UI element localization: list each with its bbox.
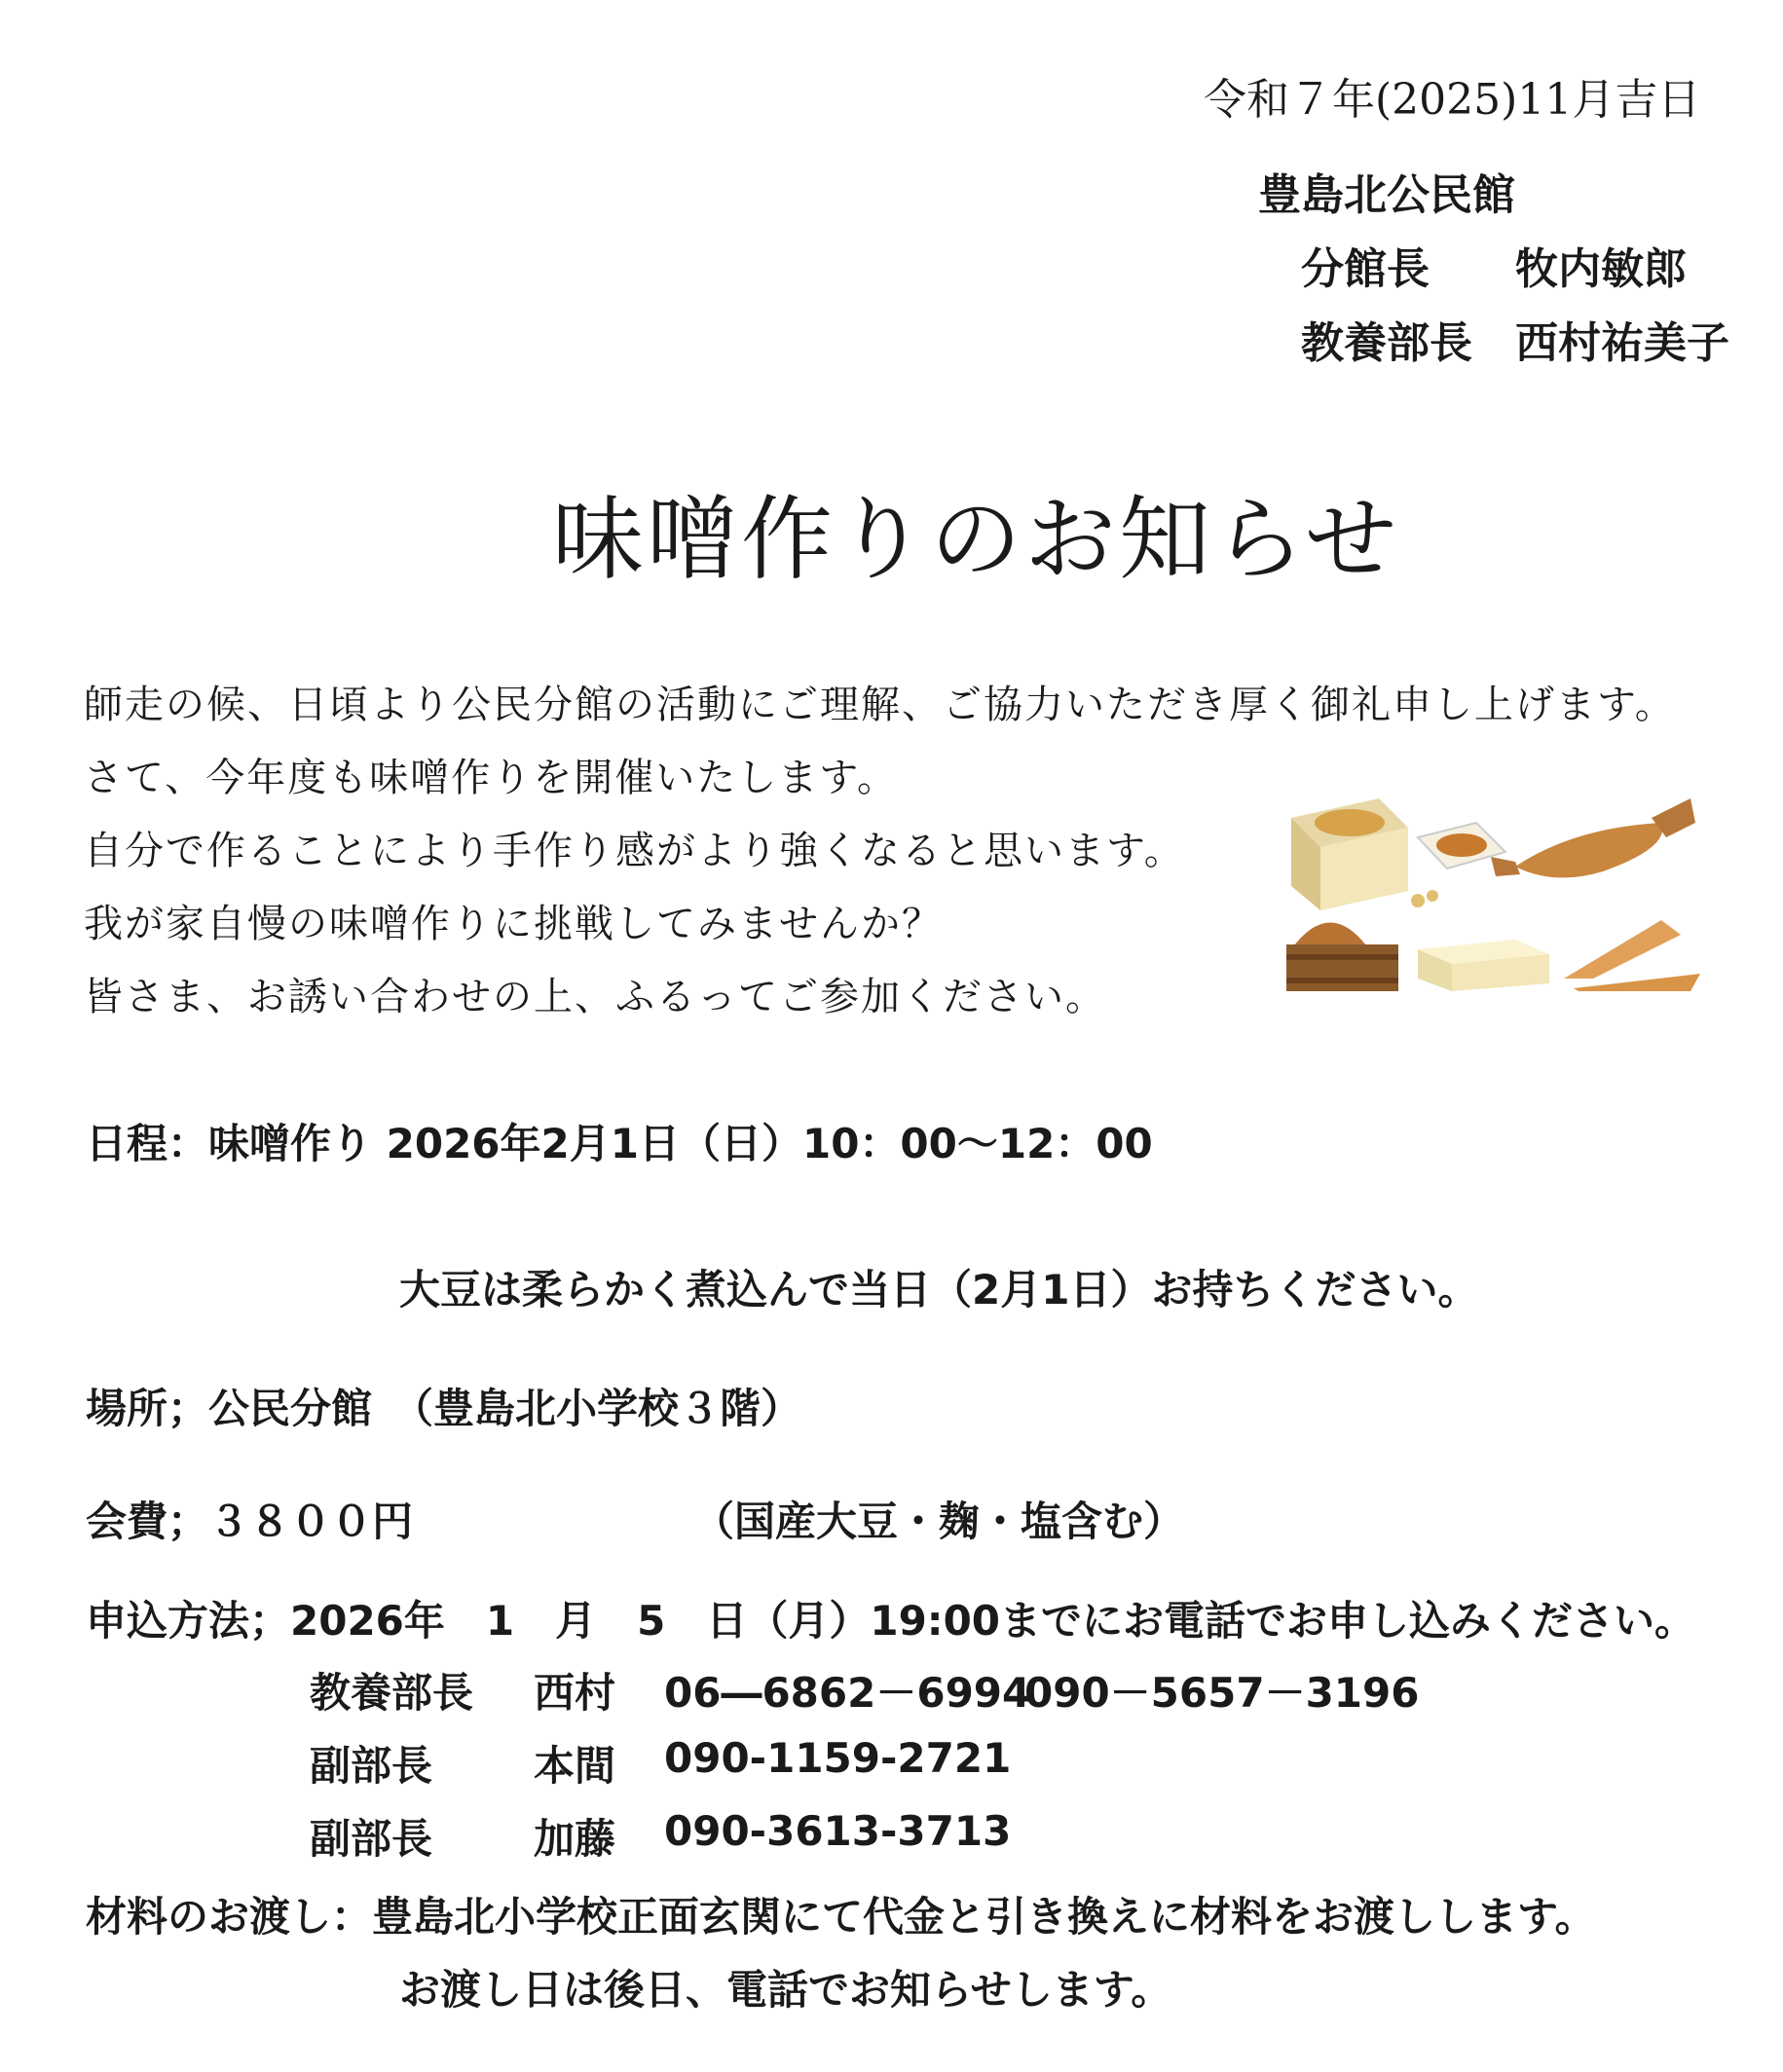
contact-role: 副部長 bbox=[310, 1742, 433, 1790]
soybean-note: 大豆は柔らかく煮込んで当日（2月1日）お持ちください。 bbox=[399, 1266, 1479, 1314]
schedule-line: 日程：味噌作り 2026年2月1日（日）10：00〜12：00 bbox=[86, 1120, 1153, 1167]
issue-date: 令和７年(2025)11月吉日 bbox=[1204, 75, 1701, 125]
materials-line: お渡し日は後日、電話でお知らせします。 bbox=[399, 1966, 1172, 2014]
materials-line: 材料のお渡し：豊島北小学校正面玄関にて代金と引き換えに材料をお渡しします。 bbox=[86, 1893, 1596, 1941]
contact-tel: 090-3613-3713 bbox=[664, 1807, 1012, 1855]
contact-role: 副部長 bbox=[310, 1815, 433, 1863]
signatory-role: 教養部長 bbox=[1301, 318, 1472, 368]
apply-line: 申込方法；2026年 1 月 5 日（月）19:00までにお電話でお申し込みください。 bbox=[86, 1597, 1696, 1645]
miso-ingredients-illustration-icon bbox=[1282, 779, 1710, 993]
fee-label: 会費；３８００円 bbox=[86, 1498, 414, 1545]
contact-mobile: 090－5657－3196 bbox=[1024, 1669, 1420, 1717]
body-line: 師走の候、日頃より公民分館の活動にご理解、ご協力いただき厚く御礼申し上げます。 bbox=[84, 683, 1676, 727]
contact-name: 加藤 bbox=[534, 1815, 616, 1863]
body-line: 我が家自慢の味噌作りに挑戦してみませんか？ bbox=[84, 902, 943, 946]
contact-role: 教養部長 bbox=[310, 1669, 474, 1717]
organization-name: 豊島北公民館 bbox=[1258, 170, 1515, 220]
contact-tel: 090-1159-2721 bbox=[664, 1734, 1012, 1782]
signatory-role: 分館長 bbox=[1301, 244, 1430, 294]
body-line: さて、今年度も味噌作りを開催いたします。 bbox=[84, 756, 898, 800]
body-line: 皆さま、お誘い合わせの上、ふるってご参加ください。 bbox=[84, 975, 1106, 1019]
contact-name: 西村 bbox=[534, 1669, 616, 1717]
contact-name: 本間 bbox=[534, 1742, 616, 1790]
page-title: 味噌作りのお知らせ bbox=[552, 487, 1400, 593]
place-line: 場所；公民分館 （豊島北小学校３階） bbox=[86, 1385, 802, 1432]
contact-tel: 06―6862－6994 bbox=[664, 1669, 1031, 1717]
fee-note: （国産大豆・麹・塩含む） bbox=[693, 1498, 1185, 1545]
body-line: 自分で作ることにより手作り感がより強くなると思います。 bbox=[84, 829, 1185, 873]
signatory-name: 牧内敏郎 bbox=[1515, 244, 1687, 294]
signatory-name: 西村祐美子 bbox=[1515, 318, 1729, 368]
